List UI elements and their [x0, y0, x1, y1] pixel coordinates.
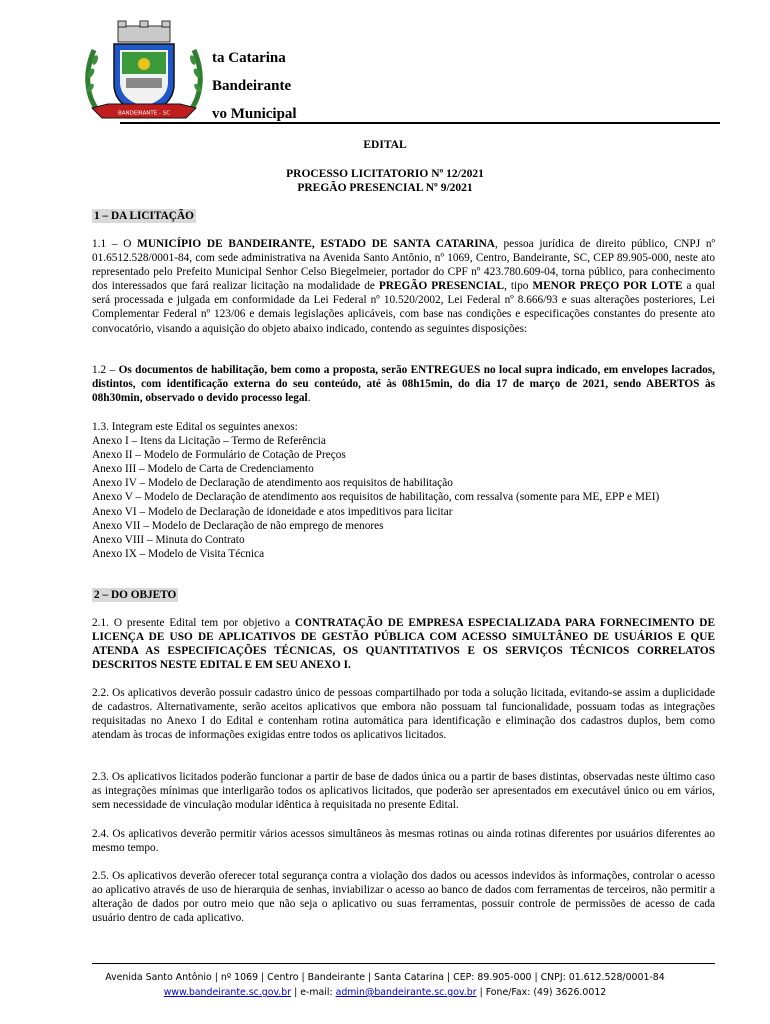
p11-text-a: 1.1 – O [92, 238, 138, 250]
email-link[interactable]: admin@bandeirante.sc.gov.br [335, 987, 477, 998]
section-2-heading-row [92, 588, 715, 602]
list-item: Anexo VIII – Minuta do Contrato [92, 533, 245, 546]
p12-text-a: 1.2 – [92, 364, 119, 376]
p11-type: MENOR PREÇO POR LOTE [532, 280, 683, 293]
p12-deadline: Os documentos de habilitação, bem como a proposta, serão ENTREGUES no local supra indicado, em envelopes lacrados, distintos, com identificação externa do seu conteúdo, até às 08h15min, do dia 17 de março de 2021, sendo ABERTOS às 08h30min, observado o devido processo legal [92, 364, 716, 405]
list-item: Anexo IV – Modelo de Declaração de atendimento aos requisitos de habilitação [92, 477, 453, 490]
crest-ribbon-text: BANDEIRANTE - SC [117, 110, 171, 117]
p21-object: CONTRATAÇÃO DE EMPRESA ESPECIALIZADA PARA FORNECIMENTO DE LICENÇA DE USO DE APLICATIVOS DE GESTÃO PÚBLICA COM ACESSO SIMULTÂNEO DE USUÁRIOS E QUE ATENDA AS ESPECIFICAÇÕES TÉCNICAS, OS QUANTITATIVOS E OS SERVIÇOS TÉCNICOS CORRELATOS DESCRITOS NESTE EDITAL E EM SEU ANEXO I. [92, 617, 715, 672]
header-title-block [212, 44, 297, 128]
p11-modality: PREGÃO PRESENCIAL [378, 280, 505, 293]
paragraph-2-4: 2.4. Os aplicativos deverão permitir vários acessos simultâneos às mesmas rotinas ou ainda rotinas diferentes por usuários diferentes ao mesmo tempo. [92, 828, 715, 855]
section-1-heading: 1 – DA LICITAÇÃO [94, 210, 194, 222]
list-item: Anexo I – Itens da Licitação – Termo de Referência [92, 435, 326, 448]
paragraph-2-1 [92, 616, 715, 672]
p21-text-a: 2.1. O presente Edital tem por objetivo a [92, 617, 295, 629]
header-state: ta Catarina [212, 50, 286, 66]
list-item: Anexo II – Modelo de Formulário de Cotação de Preços [92, 449, 346, 462]
p11-text-c: , pessoa jurídica de direito público, CNPJ nº 01.6512.528/0001-84, com sede administrativa na Avenida Santo Antônio, nº 1069, Centro, Bandeirante, SC, CEP 89.905-000, neste ato representado pelo Prefeito Municipal Senhor Celso Biegelmeier, portador do CPF nº 423.780.609-04, torna público, para conhecimento dos interessados que fará realizar licitação na modalidade de [92, 238, 715, 293]
list-item: Anexo IX – Modelo de Visita Técnica [92, 547, 265, 560]
section-1-heading-row [92, 209, 715, 223]
header-divider [120, 122, 720, 124]
list-item: Anexo VI – Modelo de Declaração de idoneidade e atos impeditivos para licitar [92, 505, 453, 518]
annex-intro: 1.3. Integram este Edital os seguintes anexos: [92, 421, 298, 433]
document-title: EDITAL [363, 139, 407, 151]
p11-text-e: , tipo [504, 280, 533, 293]
paragraph-2-2: 2.2. Os aplicativos deverão possuir cadastro único de pessoas compartilhado por toda a solução licitada, evitando-se assim a duplicidade de cadastros. Alternativamente, serão aceitos aplicativos que embora não possuam tal funcionalidade, possuam todas as integrações requisitadas no Anexo I do Edital e contenham rotina automática para identificação e eliminação dos cadastros duplos, bem como atendam às trocas de informações exigidas entre todos os aplicativos licitados. [92, 687, 715, 742]
header-city: Bandeirante [212, 78, 292, 94]
p12-text-c: . [307, 392, 311, 405]
paragraph-1-2 [92, 363, 715, 405]
process-number: PROCESSO LICITATORIO Nº 12/2021 [286, 168, 484, 180]
annex-list [92, 420, 715, 561]
list-item: Anexo VII – Modelo de Declaração de não emprego de menores [92, 519, 384, 532]
header-government: vo Municipal [212, 106, 297, 122]
footer [0, 970, 770, 1000]
footer-divider [92, 963, 715, 964]
footer-contacts [0, 985, 770, 1000]
list-item: Anexo V – Modelo de Declaração de atendimento aos requisitos de habilitação, com ressalva (somente para ME, EPP e MEI) [92, 491, 660, 504]
pregao-number: PREGÃO PRESENCIAL Nº 9/2021 [297, 182, 473, 194]
process-numbers [0, 167, 770, 195]
municipal-coat-of-arms-icon [78, 18, 210, 130]
p11-text-g: a qual será processada e julgada em conformidade da Lei Federal nº 10.520/2002, Lei Federal nº 8.666/93 e suas alterações posteriores, Lei Complementar Federal nº 123/06 e demais legislações aplicáveis, com base nas condições e especificações constantes do presente ato convocatório, visando a aquisição do objeto abaixo indicado, contendo as seguintes disposições: [92, 280, 716, 335]
footer-address: Avenida Santo Antônio | nº 1069 | Centro | Bandeirante | Santa Catarina | CEP: 89.905-000 | CNPJ: 01.612.528/0001-84 [105, 972, 665, 983]
section-2-heading: 2 – DO OBJETO [94, 589, 177, 601]
list-item: Anexo III – Modelo de Carta de Credenciamento [92, 463, 314, 476]
website-link[interactable]: www.bandeirante.sc.gov.br [163, 987, 292, 998]
p11-municipality: MUNICÍPIO DE BANDEIRANTE, ESTADO DE SANTA CATARINA [137, 238, 495, 250]
paragraph-2-5: 2.5. Os aplicativos deverão oferecer total segurança contra a violação dos dados ou acessos indevidos às informações, controlar o acesso ao aplicativo através de uso de hierarquia de senhas, inviabilizar o acesso ao banco de dados com ferramentas de terceiros, não permitir a alteração de dados por outro meio que não seja o aplicativo ou suas ferramentas, possuir controle de permissões de acesso de cada usuário dentro de cada aplicativo. [92, 870, 715, 925]
footer-phone: | Fone/Fax: (49) 3626.0012 [476, 987, 607, 998]
paragraph-1-1 [92, 237, 715, 336]
paragraph-2-3: 2.3. Os aplicativos licitados poderão funcionar a partir de base de dados única ou a partir de bases distintas, observadas neste último caso as integrações mínimas que interligarão todos os aplicativos licitados, que poderão ser apresentados em executável único ou em vários, sem necessidade de vinculação modular idêntica à requisitada no presente Edital. [92, 771, 715, 812]
footer-email-label: | e-mail: [291, 987, 336, 998]
